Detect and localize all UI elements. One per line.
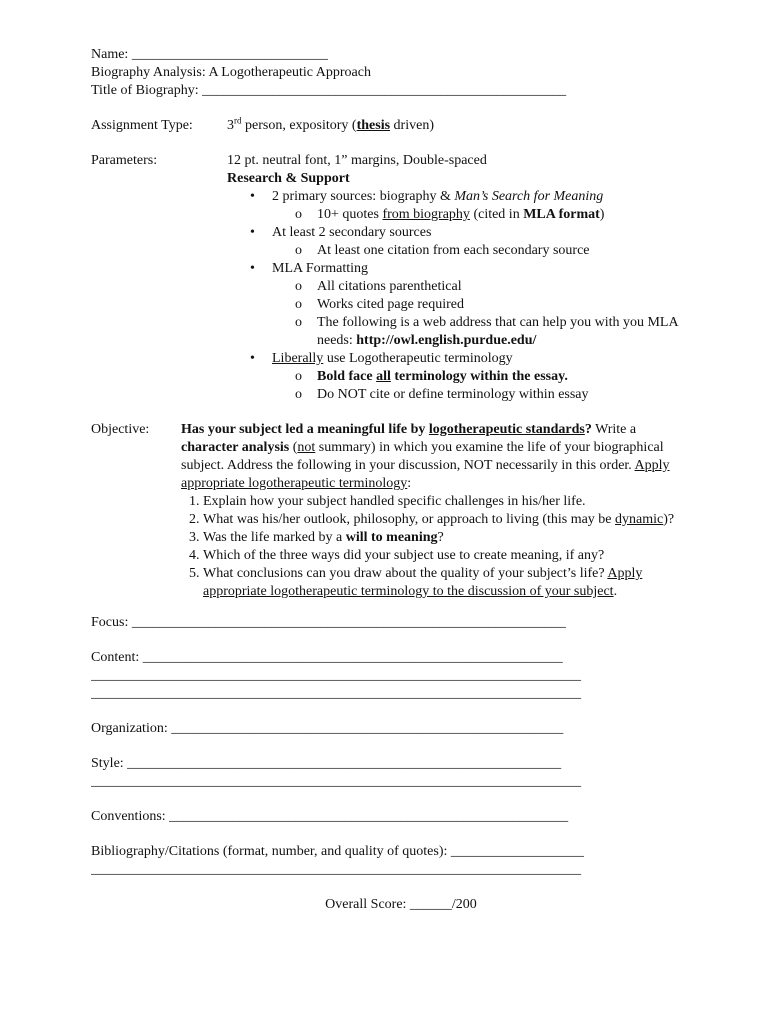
content-line-3: ______________________________________________________________________ — [91, 686, 581, 701]
biography-title-line: Title of Biography: ____________________________________________________ — [91, 83, 567, 98]
objective-row — [91, 421, 691, 601]
list-item: 3. Was the life marked by a will to meaning? — [203, 529, 691, 547]
list-item: • At least 2 secondary sources o At least one citation from each secondary source — [272, 224, 691, 260]
name-line: Name: ____________________________ — [91, 47, 328, 62]
parameters-content — [227, 152, 691, 404]
parameters-list — [227, 188, 691, 404]
document-page — [91, 46, 691, 914]
assignment-type-value: 3rd person, expository (thesis driven) — [227, 115, 434, 133]
content-line-2: ______________________________________________________________________ — [91, 668, 581, 683]
conventions-line: Conventions: _________________________________________________________ — [91, 809, 569, 824]
list-item: o Works cited page required — [317, 296, 691, 314]
style-line: Style: ______________________________________________________________ — [91, 756, 562, 771]
list-item: o At least one citation from each secondary source — [317, 242, 691, 260]
list-item: o 10+ quotes from biography (cited in MLA format) — [317, 206, 691, 224]
list-item: o All citations parenthetical — [317, 278, 691, 296]
list-item: • MLA Formatting o All citations parenthetical o Works cited page required o The following is a web address that can help you with you MLA needs: http://owl.english.purdue.edu/ — [272, 260, 691, 350]
list-item: 2. What was his/her outlook, philosophy, or approach to living (this may be dynamic)? — [203, 511, 691, 529]
research-support-heading: Research & Support — [227, 171, 350, 186]
owl-url: http://owl.english.purdue.edu/ — [356, 333, 537, 348]
parameters-label: Parameters: — [91, 153, 158, 168]
content-line: Content: ____________________________________________________________ — [91, 650, 563, 665]
format-requirements: 12 pt. neutral font, 1” margins, Double-spaced — [227, 153, 487, 168]
parameters-row — [91, 152, 691, 404]
thesis-term: thesis — [356, 118, 391, 133]
list-item: o Do NOT cite or define terminology within essay — [317, 386, 691, 404]
list-item: • 2 primary sources: biography & Man’s Search for Meaning o 10+ quotes from biography (cited in MLA format) — [272, 188, 691, 224]
bibliography-line-2: ______________________________________________________________________ — [91, 862, 581, 877]
objective-paragraph: Has your subject led a meaningful life by logotherapeutic standards? Write a character analysis (not summary) in which you examine the life of your biographical subject. Address the following in your discussion, NOT necessarily in this order. Apply appropriate logotherapeutic terminology: — [181, 422, 670, 491]
list-item: 1. Explain how your subject handled specific challenges in his/her life. — [203, 493, 691, 511]
objective-label: Objective: — [91, 422, 150, 437]
document-title: Biography Analysis: A Logotherapeutic Approach — [91, 65, 371, 80]
list-item: • Liberally use Logotherapeutic terminology o Bold face all terminology within the essay. o Do NOT cite or define terminology within essay — [272, 350, 691, 404]
style-line-2: ______________________________________________________________________ — [91, 774, 581, 789]
list-item: 5. What conclusions can you draw about the quality of your subject’s life? Apply appropriate logotherapeutic terminology to the discussion of your subject. — [203, 565, 691, 601]
overall-score: Overall Score: ______/200 — [325, 897, 477, 912]
objective-questions — [181, 493, 691, 601]
list-item: o The following is a web address that can help you with you MLA needs: http://owl.english.purdue.edu/ — [317, 314, 691, 350]
bibliography-line: Bibliography/Citations (format, number, and quality of quotes): ___________________ — [91, 844, 584, 859]
list-item: 4. Which of the three ways did your subject use to create meaning, if any? — [203, 547, 691, 565]
objective-content — [181, 421, 691, 601]
focus-line: Focus: ______________________________________________________________ — [91, 615, 566, 630]
organization-line: Organization: ________________________________________________________ — [91, 721, 564, 736]
assignment-type-label: Assignment Type: — [91, 118, 193, 133]
assignment-type-row — [91, 117, 691, 135]
list-item: o Bold face all terminology within the essay. — [317, 368, 691, 386]
